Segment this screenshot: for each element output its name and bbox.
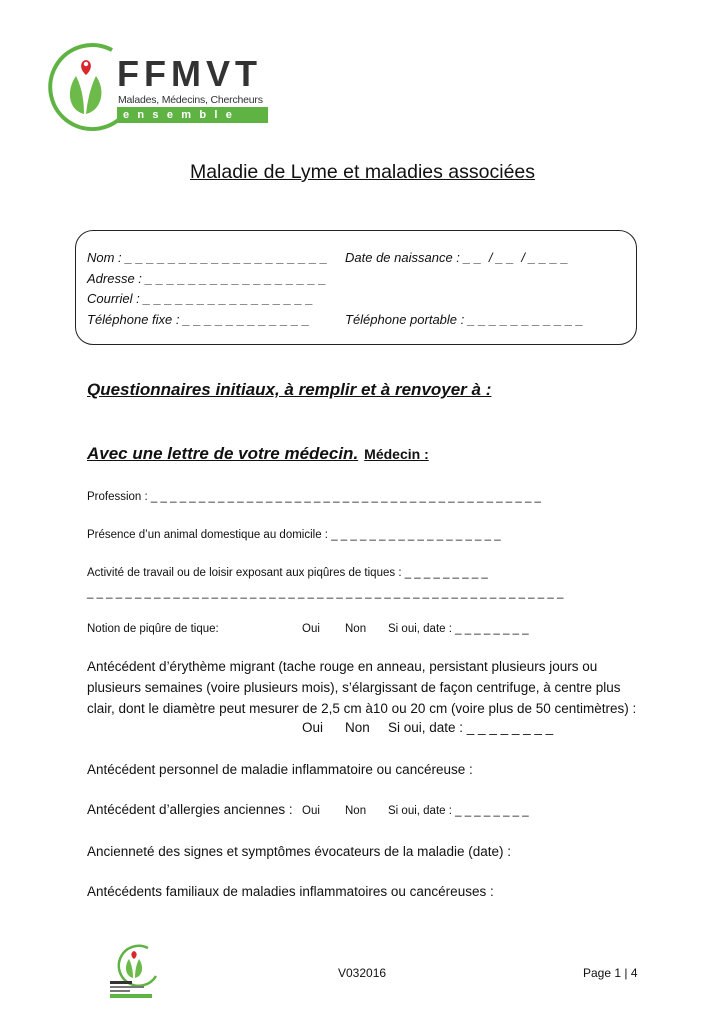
piqure-label: Notion de piqûre de tique: <box>87 623 219 635</box>
field-nom[interactable]: Nom : _ _ _ _ _ _ _ _ _ _ _ _ _ _ _ _ _ _ _ <box>87 250 328 265</box>
anciennete-question: Ancienneté des signes et symptômes évocateurs de la maladie (date) : <box>87 844 511 859</box>
medecin-heading-dot: . <box>353 444 359 463</box>
field-date-naissance[interactable]: Date de naissance : _ _ / _ _ / _ _ _ _ <box>345 250 569 265</box>
field-courriel[interactable]: Courriel : _ _ _ _ _ _ _ _ _ _ _ _ _ _ _ _ <box>87 291 314 306</box>
logo-band: ensemble <box>117 107 268 123</box>
logo-name: FFMVT <box>117 53 262 94</box>
medecin-heading-text: Avec une lettre de votre médecin <box>87 444 354 463</box>
medecin-label: Médecin : <box>364 446 429 462</box>
footer-version: V032016 <box>338 966 387 980</box>
piqure-oui[interactable]: Oui <box>302 623 320 635</box>
field-profession[interactable]: Profession : _ _ _ _ _ _ _ _ _ _ _ _ _ _ _ _ _ _ _ _ _ _ _ _ _ _ _ _ _ _ _ _ _ _ _ _ _ _ _ _ _ <box>87 491 541 503</box>
piqure-date[interactable]: Si oui, date : _ _ _ _ _ _ _ _ <box>388 623 529 635</box>
erytheme-date[interactable]: Si oui, date : _ _ _ _ _ _ _ _ <box>388 720 554 735</box>
field-activite[interactable]: Activité de travail ou de loisir exposant aux piqûres de tiques : _ _ _ _ _ _ _ _ _ <box>87 567 488 579</box>
allergies-oui[interactable]: Oui <box>302 805 320 817</box>
field-animal[interactable]: Présence d’un animal domestique au domicile : _ _ _ _ _ _ _ _ _ _ _ _ _ _ _ _ _ _ <box>87 529 501 541</box>
footer-logo-icon <box>108 942 160 1000</box>
inflammatoire-question: Antécédent personnel de maladie inflammatoire ou cancéreuse : <box>87 762 473 777</box>
allergies-date[interactable]: Si oui, date : _ _ _ _ _ _ _ _ <box>388 805 529 817</box>
field-activite-line2[interactable]: _ _ _ _ _ _ _ _ _ _ _ _ _ _ _ _ _ _ _ _ _ _ _ _ _ _ _ _ _ _ _ _ _ _ _ _ _ _ _ _ _ _ _ _ _ _ _ _ _ _ <box>87 587 564 599</box>
familiaux-question: Antécédents familiaux de maladies inflammatoires ou cancéreuses : <box>87 884 494 899</box>
field-adresse[interactable]: Adresse : _ _ _ _ _ _ _ _ _ _ _ _ _ _ _ _ _ <box>87 271 327 286</box>
erytheme-question: Antécédent d’érythème migrant (tache rouge en anneau, persistant plusieurs jours ou plusieurs semaines (voire plusieurs mois), s’élargissant de façon centrifuge, à centre plus clair, dont le diamètre peut mesurer de 2,5 cm à10 ou 20 cm (voire plus de 50 centimètres) : <box>87 659 637 716</box>
piqure-non[interactable]: Non <box>345 623 367 635</box>
document-title: Maladie de Lyme et maladies associées <box>189 161 536 183</box>
footer-page-number: Page 1 | 4 <box>583 966 638 980</box>
logo-subtitle: Malades, Médecins, Chercheurs <box>118 94 263 106</box>
erytheme-oui[interactable]: Oui <box>302 720 324 735</box>
field-telephone-portable[interactable]: Téléphone portable : _ _ _ _ _ _ _ _ _ _ _ <box>345 312 584 327</box>
allergies-non[interactable]: Non <box>345 805 367 817</box>
field-telephone-fixe[interactable]: Téléphone fixe : _ _ _ _ _ _ _ _ _ _ _ _ <box>87 312 310 327</box>
section-medecin-heading <box>87 444 429 464</box>
erytheme-non[interactable]: Non <box>345 720 370 735</box>
section-questionnaires-heading: Questionnaires initiaux, à remplir et à renvoyer à : <box>87 380 492 399</box>
allergies-label: Antécédent d’allergies anciennes : <box>87 802 293 817</box>
